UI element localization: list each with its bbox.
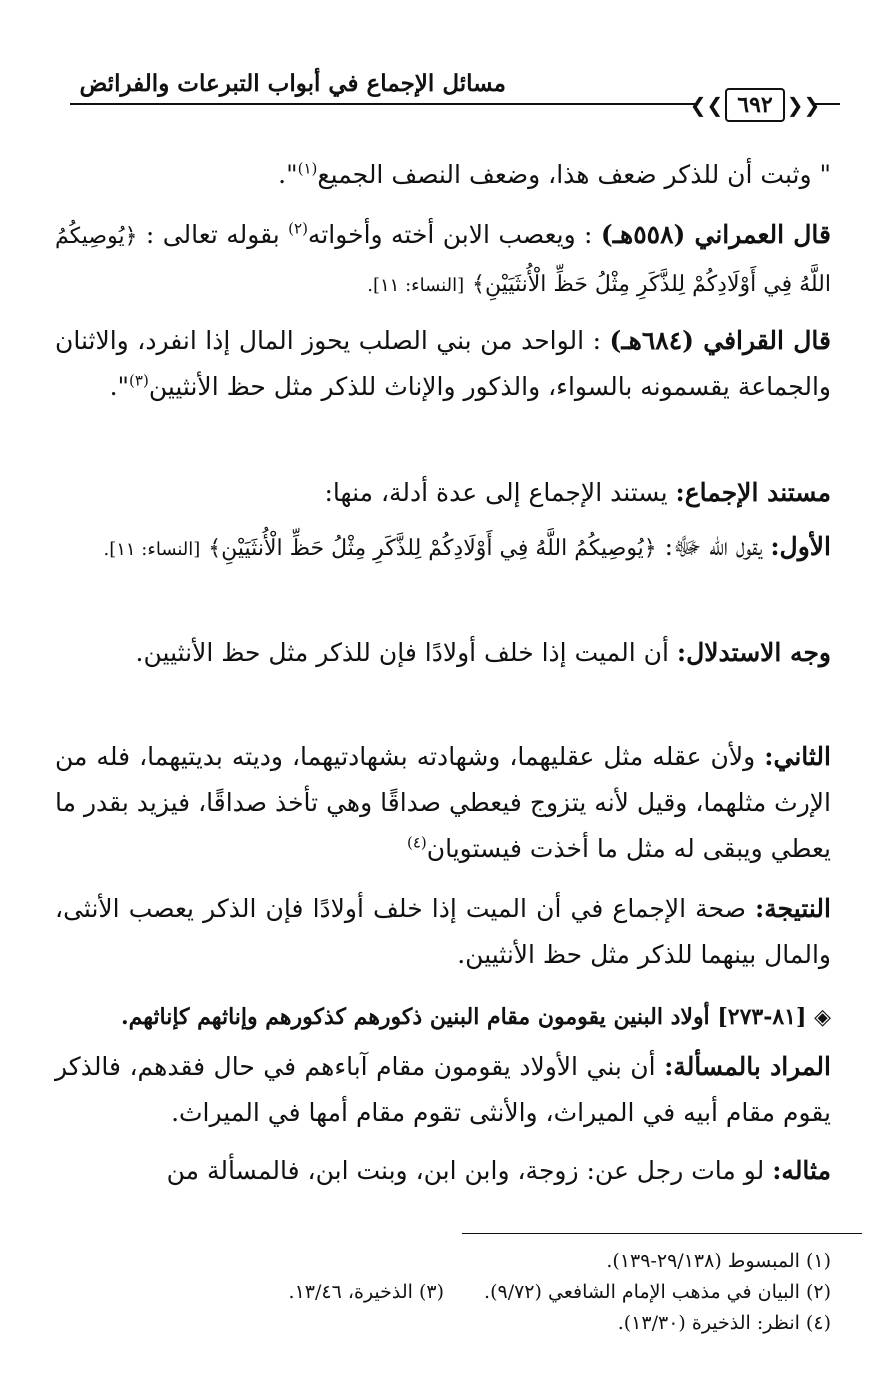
p10-lead: مثاله: (772, 1156, 831, 1185)
footnotes (55, 1246, 831, 1339)
paragraph-10 (55, 1148, 831, 1194)
p3-lead: قال القرافي (٦٨٤هـ) (609, 326, 831, 355)
p7-text: ولأن عقله مثل عقليهما، وشهادته بشهادتيهما، وديته بديتيهما، فله من الإرث مثلهما، وقيل لأنه يتزوج فيعطي صداقًا وهي تأخذ صداقًا، فيزيد بقدر ما يعطي ويبقى له مثل ما أخذت فيستويان (55, 742, 831, 863)
right-ornament-icon: ❯❯ (786, 93, 821, 117)
paragraph-5 (55, 524, 831, 573)
p6-text: أن الميت إذا خلف أولادًا فإن للذكر مثل حظ الأنثيين. (135, 638, 677, 667)
paragraph-3 (55, 318, 831, 410)
issue-heading (55, 994, 831, 1041)
p2-ref: [النساء: ١١]. (367, 275, 465, 296)
page-number-box (689, 86, 821, 124)
p2-lead: قال العمراني (٥٥٨هـ) (600, 220, 832, 249)
p5-ref: [النساء: ١١]. (103, 539, 201, 560)
p3-end: ". (109, 372, 130, 401)
p4-lead: مستند الإجماع: (675, 478, 831, 507)
paragraph-1 (55, 152, 831, 198)
paragraph-8 (55, 886, 831, 978)
p8-text: صحة الإجماع في أن الميت إذا خلف أولادًا فإن الذكر يعصب الأنثى، والمال بينهما للذكر مثل حظ الأنثيين. (55, 894, 831, 969)
p7-lead: الثاني: (764, 742, 831, 771)
footnote-3: (٣) الذخيرة، ١٣/٤٦. (288, 1281, 445, 1303)
paragraph-9 (55, 1044, 831, 1136)
issue-heading-text: [٨١-٢٧٣] أولاد البنين يقومون مقام البنين ذكورهم كذكورهم وإناثهم كإناثهم. (120, 1004, 807, 1030)
p8-lead: النتيجة: (755, 894, 831, 923)
p9-text: أن بني الأولاد يقومون مقام آباءهم في حال فقدهم، فالذكر يقوم مقام أبيه في الميراث، والأنثى تقوم مقام أمها في الميراث. (55, 1052, 831, 1127)
left-ornament-icon: ❮❮ (689, 93, 724, 117)
footnote-1: (١) المبسوط (٢٩/١٣٨-١٣٩). (606, 1250, 831, 1272)
p6-lead: وجه الاستدلال: (676, 638, 831, 667)
page-number: ٦٩٢ (725, 88, 784, 122)
p5-verse: ﴿يُوصِيكُمُ اللَّهُ فِي أَوْلَادِكُمْ لِلذَّكَرِ مِثْلُ حَظِّ الْأُنثَيَيْنِ﴾ (208, 536, 657, 561)
paragraph-7 (55, 734, 831, 872)
running-title: مسائل الإجماع في أبواب التبرعات والفرائض (79, 70, 506, 97)
paragraph-2 (55, 212, 831, 309)
p2-text2: بقوله تعالى : (145, 220, 289, 249)
diamond-bullet-icon: ◈ (814, 1005, 831, 1030)
p4-text: يستند الإجماع إلى عدة أدلة، منها: (324, 478, 676, 507)
footnote-ref-4: (٤) (406, 833, 427, 852)
p9-lead: المراد بالمسألة: (664, 1052, 831, 1081)
footnote-ref-1: (١) (297, 159, 318, 178)
p5-text: يقول الله ﷻ: (656, 532, 771, 561)
p2-verse: ﴿يُوصِيكُمُ اللَّهُ فِي أَوْلَادِكُمْ لِلذَّكَرِ مِثْلُ حَظِّ الْأُنثَيَيْنِ﴾ (55, 224, 831, 297)
p2-text: : ويعصب الابن أخته وأخواته (307, 220, 593, 249)
p1-end: ". (278, 160, 298, 189)
footnote-ref-2: (٢) (288, 219, 308, 238)
paragraph-6 (55, 630, 831, 676)
p5-lead: الأول: (770, 532, 831, 561)
footnote-ref-3: (٣) (129, 371, 149, 390)
footnote-2: (٢) البيان في مذهب الإمام الشافعي (٩/٧٢). (484, 1281, 831, 1303)
p1-text: " وثبت أن للذكر ضعف هذا، وضعف النصف الجميع (317, 160, 831, 189)
footnote-4: (٤) انظر: الذخيرة (١٣/٣٠). (617, 1312, 831, 1334)
footnote-rule (462, 1233, 862, 1234)
p3-text: : الواحد من بني الصلب يحوز المال إذا انفرد، والاثنان والجماعة يقسمونه بالسواء، والذكور والإناث للذكر مثل حظ الأنثيين (55, 326, 831, 401)
p10-text: لو مات رجل عن: زوجة، وابن ابن، وبنت ابن، فالمسألة من (166, 1156, 773, 1185)
paragraph-4 (55, 470, 831, 516)
